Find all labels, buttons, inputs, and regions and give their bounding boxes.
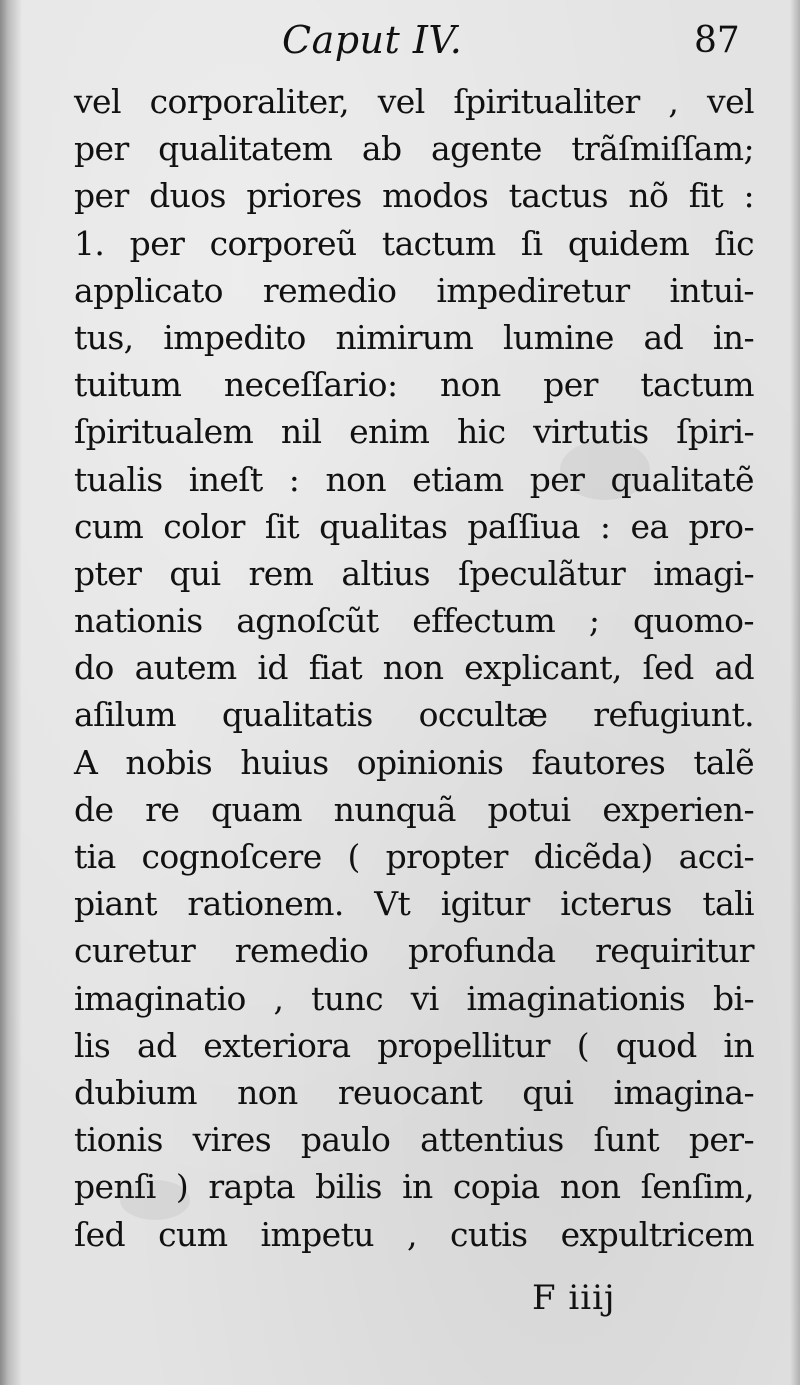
page-edge	[790, 0, 800, 1385]
text-line: lis ad exteriora propellitur ( quod in	[74, 1025, 754, 1065]
text-line: aſilum qualitatis occultæ refugiunt.	[74, 695, 754, 735]
page-number: 87	[694, 20, 740, 61]
text-line: cum color ſit qualitas paſſiua : ea pro-	[74, 506, 754, 546]
signature-mark: F iiij	[532, 1278, 616, 1318]
text-line: tia cognoſcere ( propter dicẽda) acci-	[74, 837, 754, 876]
text-line: nationis agnoſcũt effectum ; quomo-	[74, 601, 754, 641]
text-line: imaginatio , tunc vi imaginationis bi-	[74, 978, 754, 1018]
text-line: do autem id fiat non explicant, ſed ad	[74, 648, 754, 688]
running-title: Caput IV.	[282, 18, 463, 62]
text-line: curetur remedio profunda requiritur	[74, 931, 754, 971]
text-line: de re quam nunquã potui experien-	[74, 789, 754, 829]
text-line: penſi ) rapta bilis in copia non ſenſim,	[74, 1167, 754, 1207]
text-line: dubium non reuocant qui imagina-	[74, 1072, 754, 1112]
text-line: pter qui rem altius ſpeculãtur imagi-	[74, 553, 754, 593]
text-line: per duos priores modos tactus nõ fit :	[74, 176, 754, 216]
text-line: tionis vires paulo attentius ſunt per-	[74, 1120, 754, 1160]
text-line: tuitum neceſſario: non per tactum	[74, 365, 754, 405]
text-line: per qualitatem ab agente trãſmiſſam;	[74, 129, 754, 169]
page-header	[0, 10, 800, 80]
text-line: applicato remedio impediretur intui-	[74, 270, 754, 310]
binding-gutter	[0, 0, 22, 1385]
text-line: piant rationem. Vt igitur icterus tali	[74, 884, 754, 924]
body-text	[74, 78, 754, 1258]
text-line: tus, impedito nimirum lumine ad in-	[74, 317, 754, 357]
text-line: vel corporaliter, vel ſpiritualiter , vel	[74, 82, 754, 121]
text-line: ſpiritualem nil enim hic virtutis ſpiri-	[74, 412, 754, 452]
text-line: ſed cum impetu , cutis expultricem	[74, 1214, 754, 1254]
text-line: tualis ineſt : non etiam per qualitatẽ	[74, 459, 754, 499]
text-line: 1. per corporeũ tactum ſi quidem ſic	[74, 223, 754, 263]
text-line: A nobis huius opinionis fautores talẽ	[74, 742, 754, 782]
